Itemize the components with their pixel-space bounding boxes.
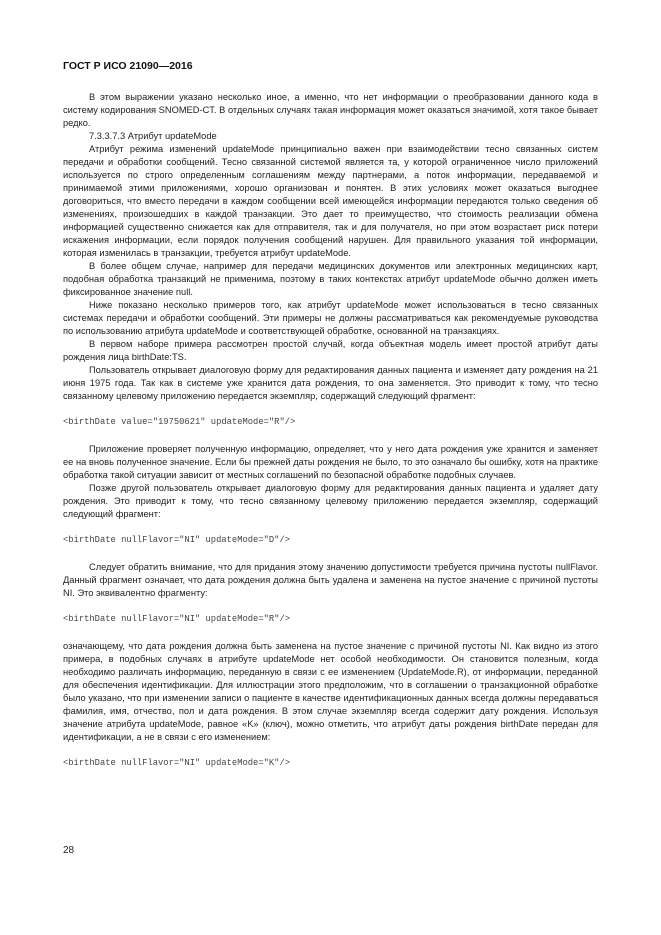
paragraph: Атрибут режима изменений updateMode принципиально важен при взаимодействии тесно связанных систем передачи и обработки сообщений. Тесно связанной системой является та, у которой ограниченное число приложений используется по строго определенным соглашениям между партнерами, а поток информации, передаваемой и принимаемой этими приложениями, хорошо организован и понятен. В этих условиях может оказаться выгоднее договориться, что вместо передачи в каждом сообщении всей имеющейся информации передаются только сведения об изменениях, произошедших в каждой транзакции. Это дает то преимущество, что стоимость реализации обмена информацией существенно снижается как для отправителя, так и для получателя, но при этом возрастает риск потери искажения информации, если порядок получения сообщений нарушен. Для правильного указания той информации, которая изменилась в транзакции, требуется атрибут updateMode. xyxy=(63,144,598,258)
document-body xyxy=(63,91,598,784)
paragraph: В первом наборе примера рассмотрен простой случай, когда объектная модель имеет простой атрибут даты рождения лица birthDate:TS. xyxy=(63,339,598,362)
code-snippet: <birthDate nullFlavor="NI" updateMode="R"/> xyxy=(63,614,290,624)
paragraph: Ниже показано несколько примеров того, как атрибут updateMode может использоваться в тесно связанных системах передачи и обработки сообщений. Эти примеры не должны рассматриваться как рекомендуемые руководства по использованию атрибута updateMode и соответствующей обработке, основанной на транзакциях. xyxy=(63,300,598,336)
page-number: 28 xyxy=(63,845,75,856)
paragraph: Позже другой пользователь открывает диалоговую форму для редактирования данных пациента и удаляет дату рождения. Это приводит к тому, что тесно связанному целевому приложению передается экземпляр, содержащий следующий фрагмент: xyxy=(63,483,598,519)
standard-header: ГОСТ Р ИСО 21090—2016 xyxy=(63,60,193,72)
paragraph: Следует обратить внимание, что для придания этому значению допустимости требуется причина пустоты nullFlavor. Данный фрагмент означает, что дата рождения должна быть удалена и заменена на пустое значение с причиной пустоты NI. Это эквивалентно фрагменту: xyxy=(63,562,598,598)
code-snippet: <birthDate value="19750621" updateMode="R"/> xyxy=(63,417,296,427)
paragraph: В этом выражении указано несколько иное, а именно, что нет информации о преобразовании данного кода в систему кодирования SNOMED-CT. В отдельных случаях такая информация может оказаться значимой, хотя такое бывает редко. xyxy=(63,92,598,128)
paragraph: В более общем случае, например для передачи медицинских документов или электронных медицинских карт, подобная обработка транзакций не применима, поэтому в таких контекстах атрибут updateMode обычно должен иметь фиксированное значение null. xyxy=(63,261,598,297)
paragraph: Приложение проверяет полученную информацию, определяет, что у него дата рождения уже хранится и заменяет ее на вновь полученное значение. Если бы прежней даты рождения не было, то это означало бы ошибку, хотя на практике обработка такой ситуации зависит от местных соглашений по безопасной обработке подобных случаев. xyxy=(63,444,598,480)
paragraph: Пользователь открывает диалоговую форму для редактирования данных пациента и изменяет дату рождения на 21 июня 1975 года. Так как в системе уже хранится дата рождения, то она заменяется. Это приводит к тому, что тесно связанному целевому приложению передается экземпляр, содержащий следующий фрагмент: xyxy=(63,365,598,401)
code-snippet: <birthDate nullFlavor="NI" updateMode="D"/> xyxy=(63,535,290,545)
paragraph: означающему, что дата рождения должна быть заменена на пустое значение с причиной пустоты NI. Как видно из этого примера, в подобных случаях в атрибуте updateMode нет особой необходимости. Он становится полезным, когда необходимо различать информацию, переданную в связи с ее изменением (UpdateMode.R), от информации, переданной для обеспечения идентификации. Для иллюстрации этого предположим, что в соглашении о транзакционной обработке было указано, что при изменении записи о пациенте в качестве идентификационных данных всегда должны передаваться фамилия, имя, отчество, пол и дата рождения. В этом случае экземпляр всегда содержит дату рождения. Используя значение атрибута updateMode, равное «K» (ключ), можно отметить, что атрибут даты рождения birthDate передан для идентификации, а не в связи с его изменением: xyxy=(63,641,598,742)
code-snippet: <birthDate nullFlavor="NI" updateMode="K"/> xyxy=(63,758,290,768)
section-heading: 7.3.3.7.3 Атрибут updateMode xyxy=(89,131,217,141)
